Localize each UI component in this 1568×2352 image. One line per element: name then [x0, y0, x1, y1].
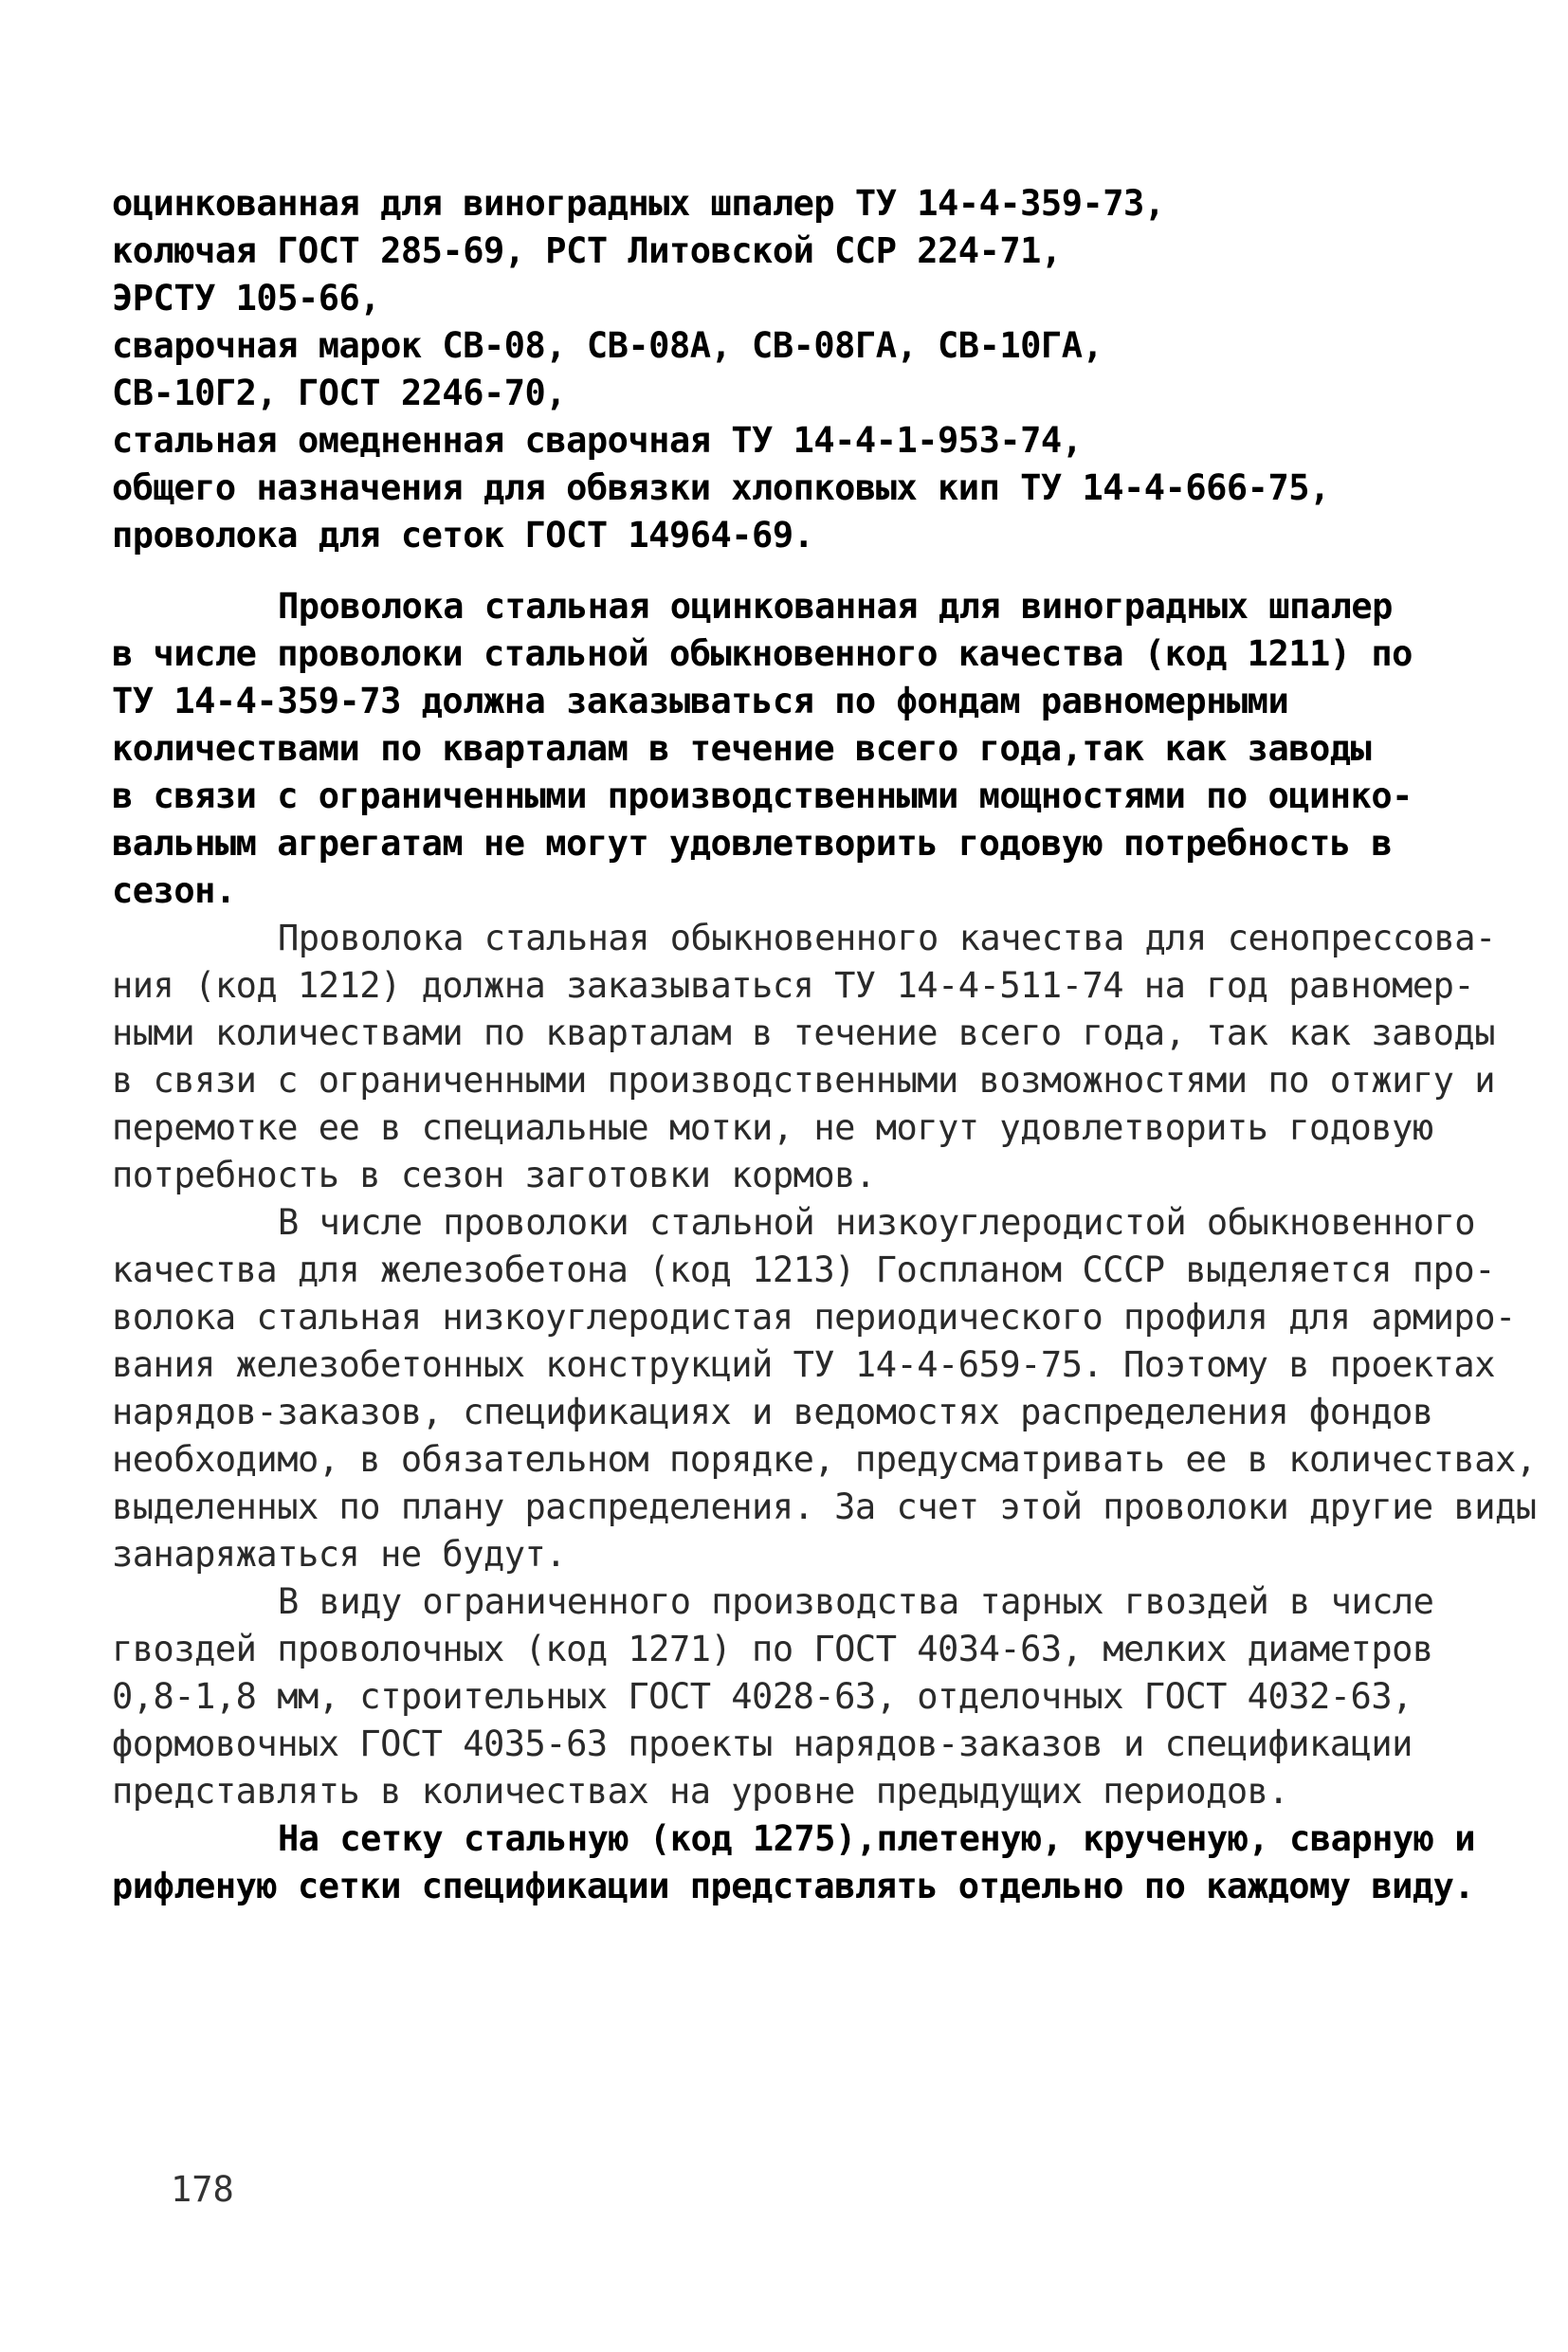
text-line: ния (код 1212) должна заказываться ТУ 14-4-511-74 на год равномер- — [112, 965, 1475, 1006]
text-line: СВ-10Г2, ГОСТ 2246-70, — [112, 373, 567, 413]
text-line: 0,8-1,8 мм, строительных ГОСТ 4028-63, отделочных ГОСТ 4032-63, — [112, 1676, 1413, 1717]
text-line: ТУ 14-4-359-73 должна заказываться по фондам равномерными — [112, 681, 1289, 721]
text-line: выделенных по плану распределения. За счет этой проволоки другие виды — [112, 1486, 1537, 1527]
text-line: формовочных ГОСТ 4035-63 проекты нарядов-заказов и спецификации — [112, 1723, 1413, 1764]
text-line: качества для железобетона (код 1213) Госпланом СССР выделяется про- — [112, 1249, 1495, 1290]
text-line: Проволока стальная обыкновенного качества для сенопрессова- — [278, 918, 1496, 958]
text-line: нарядов-заказов, спецификациях и ведомостях распределения фондов — [112, 1392, 1433, 1432]
text-line: В числе проволоки стальной низкоуглеродистой обыкновенного — [278, 1202, 1476, 1243]
text-line: общего назначения для обвязки хлопковых кип ТУ 14-4-666-75, — [112, 467, 1330, 508]
text-line: потребность в сезон заготовки кормов. — [112, 1155, 876, 1195]
text-line: колючая ГОСТ 285-69, РСТ Литовской ССР 224-71, — [112, 230, 1062, 271]
text-line: вания железобетонных конструкций ТУ 14-4-659-75. Поэтому в проектах — [112, 1344, 1495, 1385]
text-line: В виду ограниченного производства тарных гвоздей в числе — [278, 1581, 1434, 1622]
text-line: необходимо, в обязательном порядке, предусматривать ее в количествах, — [112, 1439, 1537, 1480]
text-line: вальным агрегатам не могут удовлетворить годовую потребность в — [112, 823, 1393, 864]
text-line: проволока для сеток ГОСТ 14964-69. — [112, 515, 814, 556]
text-line: На сетку стальную (код 1275),плетеную, крученую, сварную и — [278, 1818, 1476, 1859]
text-line: ными количествами по кварталам в течение всего года, так как заводы — [112, 1012, 1495, 1053]
text-line: в числе проволоки стальной обыкновенного качества (код 1211) по — [112, 633, 1413, 674]
text-line: в связи с ограниченными производственными возможностями по отжигу и — [112, 1060, 1495, 1101]
text-line: сезон. — [112, 870, 236, 911]
text-line: представлять в количествах на уровне предыдущих периодов. — [112, 1771, 1289, 1812]
text-line: волока стальная низкоуглеродистая периодического профиля для армиро- — [112, 1297, 1516, 1338]
text-line: перемотке ее в специальные мотки, не могут удовлетворить годовую — [112, 1107, 1433, 1148]
text-line: сварочная марок СВ-08, СВ-08А, СВ-08ГА, СВ-10ГА, — [112, 325, 1103, 366]
text-line: рифленую сетки спецификации представлять отдельно по каждому виду. — [112, 1866, 1475, 1906]
page-number: 178 — [171, 2169, 234, 2210]
text-line: занаряжаться не будут. — [112, 1534, 567, 1575]
text-line: количествами по кварталам в течение всего года,так как заводы — [112, 728, 1372, 769]
text-line: в связи с ограниченными производственными мощностями по оцинко- — [112, 775, 1413, 816]
text-line: гвоздей проволочных (код 1271) по ГОСТ 4034-63, мелких диаметров — [112, 1629, 1433, 1669]
text-line: оцинкованная для виноградных шпалер ТУ 14-4-359-73, — [112, 183, 1165, 224]
text-line: стальная омедненная сварочная ТУ 14-4-1-953-74, — [112, 420, 1083, 461]
text-line: ЭРСТУ 105-66, — [112, 278, 381, 319]
text-line: Проволока стальная оцинкованная для виноградных шпалер — [278, 586, 1393, 627]
